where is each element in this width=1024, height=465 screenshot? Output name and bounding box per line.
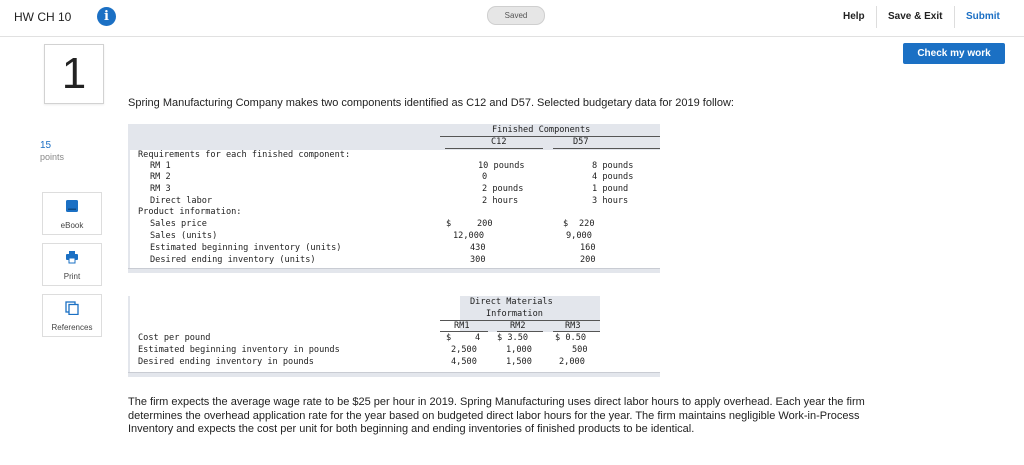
table-cell-d57: 200 xyxy=(580,255,596,265)
toolbar-divider xyxy=(876,6,877,28)
table1-d57-rule xyxy=(553,148,660,149)
points-label: points xyxy=(40,152,65,162)
table2-rm1-rule xyxy=(440,331,488,332)
table1-col-c12: C12 xyxy=(491,137,507,147)
table-cell-d57: 220 xyxy=(579,219,595,229)
saved-status-badge: Saved xyxy=(487,6,545,25)
top-bar xyxy=(0,0,1024,37)
table-cell-d57: 8 pounds xyxy=(592,161,634,171)
table-cell-d57: 160 xyxy=(580,243,596,253)
table1-col-d57: D57 xyxy=(573,137,589,147)
print-button[interactable] xyxy=(42,243,102,286)
ebook-icon xyxy=(65,199,79,213)
print-label: Print xyxy=(63,272,81,281)
ebook-label: eBook xyxy=(60,221,84,230)
info-icon[interactable]: i xyxy=(97,7,116,26)
table-cell-c12: 2 pounds xyxy=(482,184,524,194)
table-cell-c12: 12,000 xyxy=(453,231,485,241)
table2-bottom-rule xyxy=(128,372,660,377)
table-cell-rm3: $ 0.50 xyxy=(555,333,587,343)
table-cell-c12: 430 xyxy=(470,243,486,253)
table-row-label: Product information: xyxy=(138,207,242,217)
table-cell-rm1: 2,500 xyxy=(451,345,477,355)
table-cell-rm2: 1,500 xyxy=(506,357,532,367)
table-dollar-sign: $ xyxy=(446,219,452,229)
points-value: 15 xyxy=(40,140,52,151)
table1-group-header: Finished Components xyxy=(492,125,591,135)
table-cell-rm2: 1,000 xyxy=(506,345,532,355)
table-cell-rm3: 500 xyxy=(572,345,588,355)
submit-button[interactable]: Submit xyxy=(966,11,1000,22)
table1-left-edge xyxy=(128,124,130,272)
table-dollar-sign: $ xyxy=(446,333,452,343)
table-row-label: Estimated beginning inventory (units) xyxy=(150,243,342,253)
references-label: References xyxy=(51,323,93,332)
references-button[interactable] xyxy=(42,294,102,337)
table2-left-edge xyxy=(128,296,130,376)
table-cell-c12: 0 xyxy=(482,172,488,182)
table-cell-d57: 4 pounds xyxy=(592,172,634,182)
table-cell-c12: 200 xyxy=(477,219,493,229)
table-cell-rm2: $ 3.50 xyxy=(497,333,529,343)
question-paragraph: The firm expects the average wage rate to be $25 per hour in 2019. Spring Manufacturing uses direct labor hours to apply overhead. Each year the firm determines the overhead application rate for the year based on budgeted direct labor hours for the year. The firm maintains negligible Work-in-Process Inventory and expects the cost per unit for both beginning and ending inventories of finished products to be identical. xyxy=(128,396,865,435)
table-cell-rm1: 4 xyxy=(475,333,481,343)
table-row-label: RM 3 xyxy=(150,184,171,194)
table2-col-rm1: RM1 xyxy=(454,321,470,331)
table2-rm3-rule xyxy=(553,331,600,332)
check-my-work-button[interactable]: Check my work xyxy=(903,43,1005,64)
table-row-label: Estimated beginning inventory in pounds xyxy=(138,345,340,355)
table1-group-rule xyxy=(440,136,660,137)
table2-group-header-2: Information xyxy=(486,309,543,319)
table1-c12-rule xyxy=(445,148,543,149)
table-cell-c12: 10 pounds xyxy=(478,161,525,171)
table-row-label: Requirements for each finished component: xyxy=(138,150,351,160)
table-cell-d57: 1 pound xyxy=(592,184,629,194)
assignment-title: HW CH 10 xyxy=(14,10,72,24)
table-row-label: RM 2 xyxy=(150,172,171,182)
table-dollar-sign: $ xyxy=(563,219,569,229)
table2-group-header-1: Direct Materials xyxy=(470,297,553,307)
question-number: 1 xyxy=(44,44,104,104)
table2-rm2-rule xyxy=(497,331,543,332)
save-exit-button[interactable]: Save & Exit xyxy=(888,11,943,22)
table-cell-c12: 300 xyxy=(470,255,486,265)
table-row-label: Cost per pound xyxy=(138,333,211,343)
help-button[interactable]: Help xyxy=(843,11,865,22)
table-row-label: Desired ending inventory in pounds xyxy=(138,357,314,367)
table1-bottom-rule xyxy=(128,268,660,273)
table-cell-rm3: 2,000 xyxy=(559,357,585,367)
table-row-label: Desired ending inventory (units) xyxy=(150,255,316,265)
table-row-label: Sales (units) xyxy=(150,231,218,241)
table-cell-d57: 9,000 xyxy=(566,231,592,241)
table2-col-rm2: RM2 xyxy=(510,321,526,331)
table2-col-rm3: RM3 xyxy=(565,321,581,331)
table-cell-rm1: 4,500 xyxy=(451,357,477,367)
references-icon xyxy=(65,301,79,315)
table-cell-d57: 3 hours xyxy=(592,196,629,206)
toolbar-divider xyxy=(954,6,955,28)
table-row-label: Direct labor xyxy=(150,196,213,206)
table-row-label: Sales price xyxy=(150,219,207,229)
print-icon xyxy=(65,250,79,264)
question-prompt: Spring Manufacturing Company makes two components identified as C12 and D57. Selected budgetary data for 2019 follow: xyxy=(128,97,734,109)
table-cell-c12: 2 hours xyxy=(482,196,519,206)
ebook-button[interactable] xyxy=(42,192,102,235)
table-row-label: RM 1 xyxy=(150,161,171,171)
